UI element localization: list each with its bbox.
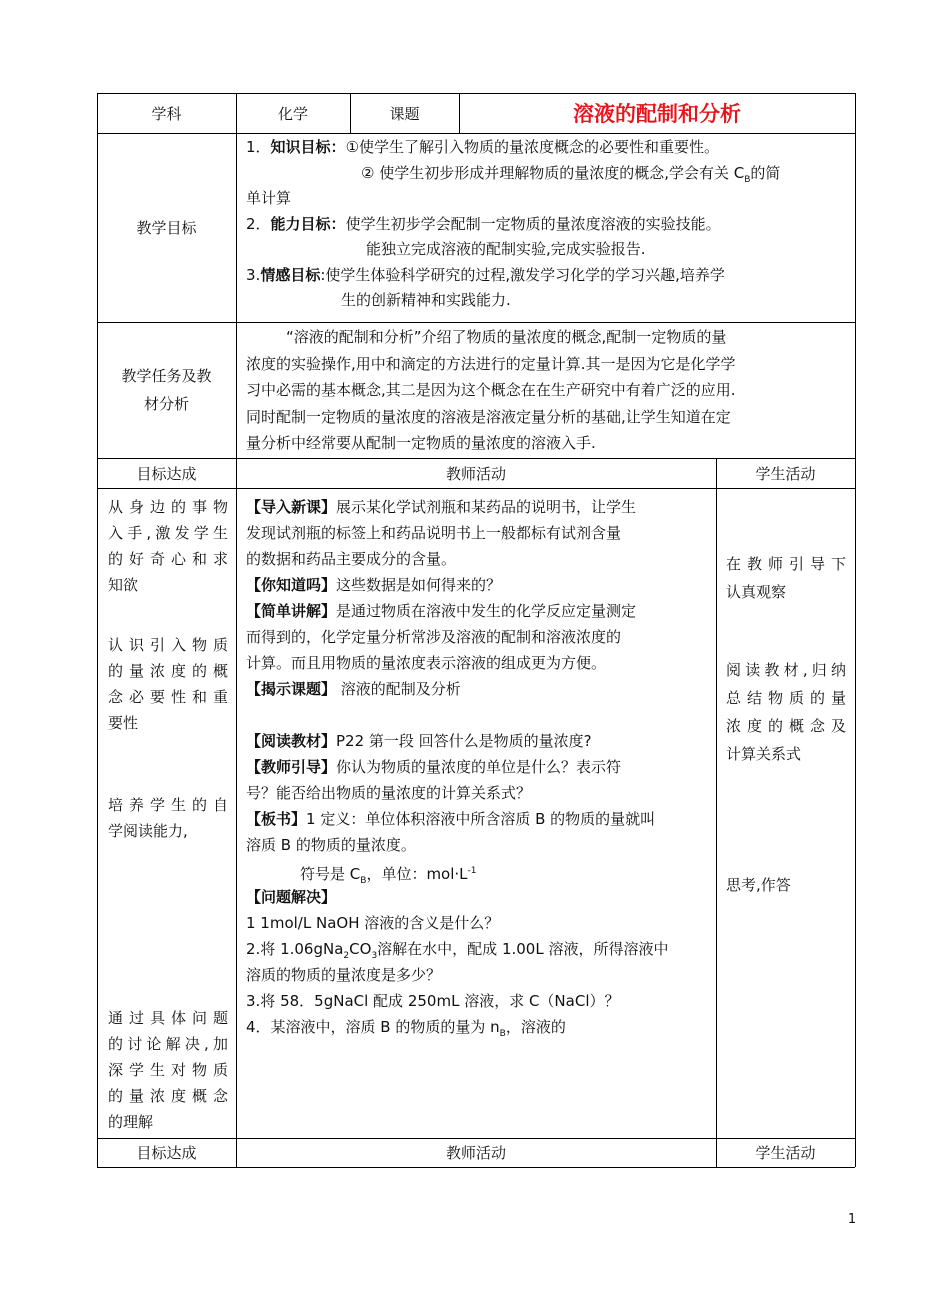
- goal-2: 认识引入物质 的量浓度的概 念必要性和重 要性: [108, 636, 228, 732]
- blackboard-writing: 【板书】1 定义：单位体积溶液中所含溶质 B 的物质的量就叫: [246, 810, 656, 828]
- objective-emotion: 3.情感目标:使学生体验科学研究的过程,激发学习化学的学习兴趣,培养学: [246, 265, 725, 284]
- objective-knowledge-3: 单计算: [246, 189, 292, 207]
- student-activity-2: 阅读教材,归纳 总结物质的量 浓度的概念及 计算关系式: [726, 661, 846, 763]
- objective-knowledge-2: ② 使学生初步形成并理解物质的量浓度的概念,学会有关 $C_B$的简: [361, 163, 781, 185]
- analysis-line: “溶液的配制和分析”介绍了物质的量浓度的概念,配制一定物质的量: [286, 328, 727, 346]
- goal-1: 从身边的事物 入手,激发学生 的好奇心和求 知欲: [108, 498, 228, 594]
- footer-goal-header: 目标达成: [136, 1144, 197, 1162]
- objectives-content: [246, 135, 850, 314]
- intro-new-lesson: 【导入新课】展示某化学试剂瓶和某药品的说明书，让学生: [246, 498, 637, 516]
- objectives-label: 教学目标: [136, 219, 197, 237]
- question-2: 2.将 $1.06gNa_2CO_3$溶解在水中，配成 1.00L 溶液，所得溶液中: [246, 940, 669, 961]
- topic-title: 溶液的配制和分析: [573, 102, 741, 126]
- reveal-topic: 【揭示课题】 溶液的配制及分析: [246, 680, 461, 698]
- question-4: 4．某溶液中，溶质 B 的物质的量为 $n_B$，溶液的: [246, 1018, 566, 1039]
- teacher-activity: 【导入新课】展示某化学试剂瓶和某药品的说明书，让学生 发现试剂瓶的标签上和药品说明书上一般都标有试剂含量 的数据和药品主要成分的含量。 【你知道吗】这些数据是如何得来的？ 【简单讲解】是通过物质在溶液中发生的化学反应定量测定 而得到的，化学定量分析常涉及溶液的配制和溶液浓度的 计算。而且用物质的量浓度表示溶液的组成更为方便。 【揭示课题】 溶液的配制及分析 【阅读教材】P22 第一段 回答什么是物质的量浓度? 【教师引导】你认为物质的量浓度的单位是什么？表示符 号？能否给出物质的量浓度的计算关系式？ 【板书】1 定义：单位体积溶液中所含溶质 B 的物质的量就叫 溶质 B 的物质的量浓度。 符号是 $C_B$，单位：$mol\cdot L^{-1}$ 【问题解决】 1 1mol/L NaOH 溶液的含义是什么？ 2.将 $1.06gNa_2CO_3$溶解在水中，配成 1.00L 溶液，所得溶液中 溶质的物质的量浓度是多少？ 3.将 58．5gNaCl 配成 250mL 溶液，求 C（NaCl）？ 4．某溶液中，溶质 B 的物质的量为 $n_B$，溶液的: [246, 494, 712, 1040]
- analysis-content: [246, 324, 850, 457]
- col-student-header: 学生活动: [755, 464, 816, 483]
- objective-emotion-2: 生的创新精神和实践能力.: [341, 291, 511, 309]
- symbol-unit: 符号是 $C_B$，单位：$mol\cdot L^{-1}$: [300, 865, 477, 886]
- col-goal-header: 目标达成: [136, 464, 197, 483]
- objective-knowledge: 1．知识目标：①使学生了解引入物质的量浓度概念的必要性和重要性。: [246, 138, 720, 156]
- topic-label: 课题: [389, 104, 420, 123]
- question-3: 3.将 58．5gNaCl 配成 250mL 溶液，求 C（NaCl）？: [246, 992, 620, 1010]
- goal-3: 培养学生的自 学阅读能力,: [108, 796, 228, 840]
- brief-explanation: 【简单讲解】是通过物质在溶液中发生的化学反应定量测定: [246, 602, 637, 620]
- analysis-line: 习中必需的基本概念,其二是因为这个概念在在生产研究中有着广泛的应用.: [246, 381, 736, 400]
- goal-4: 通过具体问题 的讨论解决,加 深学生对物质 的量浓度概念 的理解: [108, 1009, 228, 1131]
- page-number: 1: [847, 1212, 857, 1227]
- question-1: 1 1mol/L NaOH 溶液的含义是什么？: [246, 914, 500, 932]
- analysis-line: 浓度的实验操作,用中和滴定的方法进行的定量计算.其一是因为它是化学学: [246, 354, 736, 373]
- analysis-line: 量分析中经常要从配制一定物质的量浓度的溶液入手.: [246, 434, 596, 453]
- student-activity-1: 在教师引导下 认真观察: [726, 555, 846, 601]
- analysis-line: 同时配制一定物质的量浓度的溶液是溶液定量分析的基础,让学生知道在定: [246, 407, 731, 426]
- do-you-know: 【你知道吗】这些数据是如何得来的？: [246, 576, 502, 594]
- subject-value: 化学: [277, 104, 308, 123]
- read-textbook: 【阅读教材】P22 第一段 回答什么是物质的量浓度?: [246, 732, 592, 750]
- analysis-label: 教学任务及教 材分析: [121, 367, 212, 413]
- subject-label: 学科: [151, 104, 182, 123]
- problem-solving: 【问题解决】: [246, 888, 337, 906]
- objective-ability-2: 能独立完成溶液的配制实验,完成实验报告.: [366, 240, 646, 258]
- teacher-guidance: 【教师引导】你认为物质的量浓度的单位是什么？表示符: [246, 758, 622, 776]
- student-activity-3: 思考,作答: [726, 876, 791, 894]
- objective-ability: 2．能力目标：使学生初步学会配制一定物质的量浓度溶液的实验技能。: [246, 214, 721, 233]
- col-teacher-header: 教师活动: [445, 464, 506, 483]
- footer-teacher-header: 教师活动: [445, 1144, 506, 1162]
- footer-student-header: 学生活动: [755, 1144, 816, 1162]
